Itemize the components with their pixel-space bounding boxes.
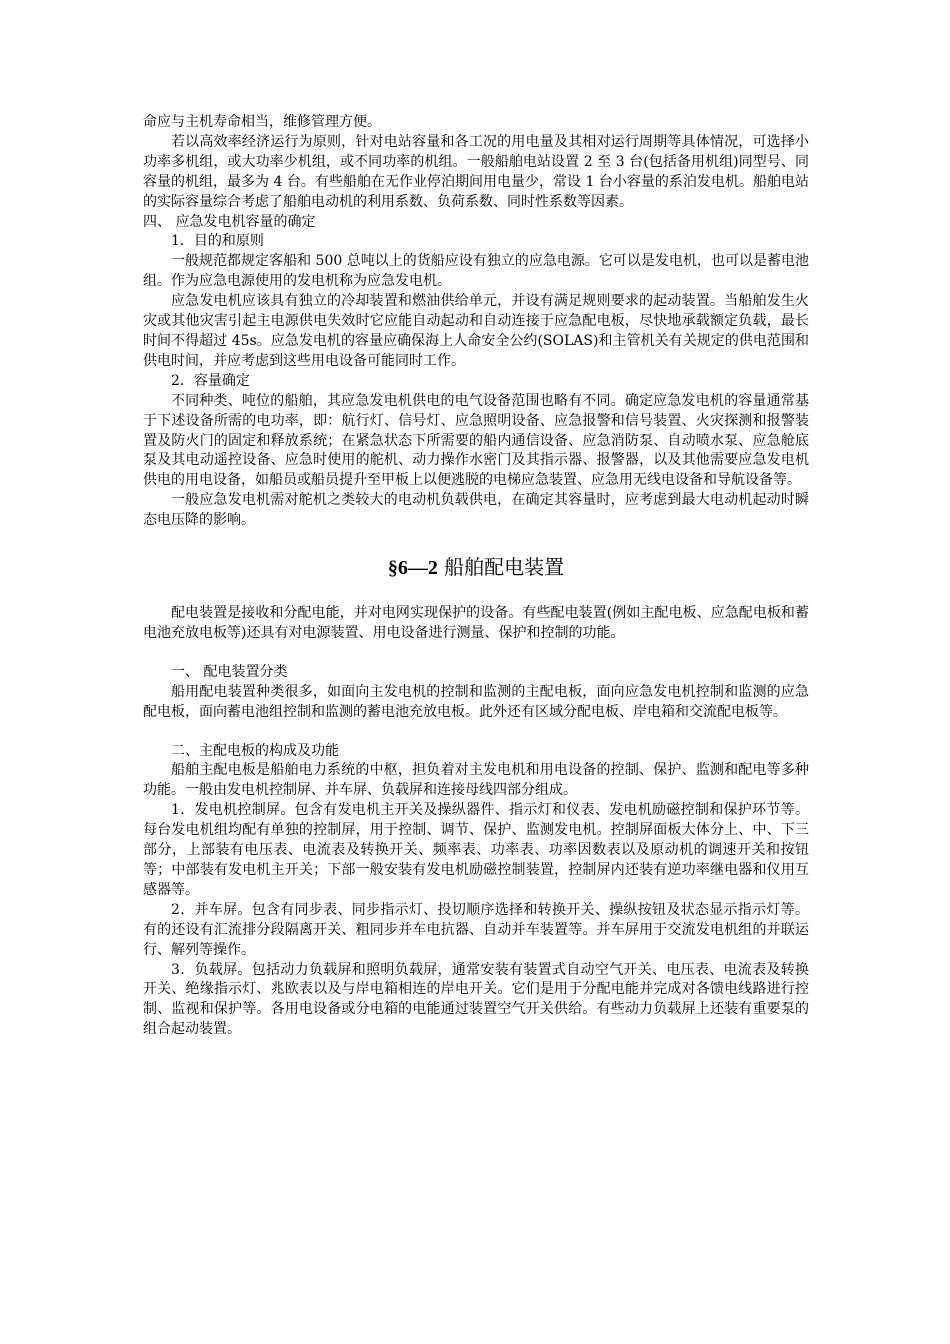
heading-classification: 一、 配电装置分类 xyxy=(171,663,288,680)
paragraph-regulations: 一般规范都规定客船和 500 总吨以上的货船应设有独立的应急电源。它可以是发电机，也可以是蓄电池组。作为应急电源使用的发电机称为应急发电机。 xyxy=(143,253,809,290)
paragraph-parallel-panel: 2．并车屏。包含有同步表、同步指示灯、投切顺序选择和转换开关、操纵按钮及状态显示指示灯等。有的还设有汇流排分段隔离开关、粗同步并车电抗器、自动并车装置等。并车屏用于交流发电机组的并联运行、解列等操作。 xyxy=(143,901,809,958)
spacer xyxy=(143,644,809,663)
heading-main-switchboard: 二、主配电板的构成及功能 xyxy=(171,742,339,759)
section-number: §6—2 xyxy=(387,557,438,580)
section-title-text: 船舶配电装置 xyxy=(444,555,565,580)
paragraph-station-config: 若以高效率经济运行为原则，针对电站容量和各工况的用电量及其相对运行周期等具体情况，可选择小功率多机组，或大功率少机组，或不同功率的机组。一般船舶电站设置 2 至 3 台(包括备用机组)同型号、同容量的机组，最多为 4 台。有些船舶在无作业停泊期间用电量少，常设 1 台小容量的系泊发电机。船舶电站的实际容量综合考虑了船舶电动机的利用系数、负荷系数、同时性系数等因素。 xyxy=(143,133,809,210)
section-title xyxy=(143,553,809,582)
document-page xyxy=(143,113,809,1040)
subheading-capacity: 2．容量确定 xyxy=(171,372,250,389)
paragraph-main-switchboard: 船舶主配电板是船舶电力系统的中枢，担负着对主发电机和用电设备的控制、保护、监测和配电等多种功能。一般由发电机控制屏、并车屏、负载屏和连接母线四部分组成。 xyxy=(143,762,809,799)
paragraph-voltage-drop: 一般应急发电机需对舵机之类较大的电动机负载供电，在确定其容量时，应考虑到最大电动机起动时瞬态电压降的影响。 xyxy=(143,492,809,529)
spacer xyxy=(143,723,809,742)
paragraph-emergency-requirements: 应急发电机应该具有独立的冷却装置和燃油供给单元，并设有满足规则要求的起动装置。当船舶发生火灾或其他灾害引起主电源供电失效时它应能自动起动和自动连接于应急配电板，尽快地承载额定负载，最长时间不得超过 45s。应急发电机的容量应确保海上人命安全公约(SOLAS)和主管机关有关规定的供电范围和供电时间，并应考虑到这些用电设备可能同时工作。 xyxy=(143,293,809,369)
paragraph-load-panel: 3．负载屏。包括动力负载屏和照明负载屏，通常安装有装置式自动空气开关、电压表、电流表及转换开关、绝缘指示灯、兆欧表以及与岸电箱相连的岸电开关。它们是用于分配电能并完成对各馈电线路进行控制、监视和保护等。各用电设备或分电箱的电能通过装置空气开关供给。有些动力负载屏上还装有重要泵的组合起动装置。 xyxy=(143,961,809,1038)
paragraph-generator-panel: 1．发电机控制屏。包含有发电机主开关及操纵器件、指示灯和仪表、发电机励磁控制和保护环节等。每台发电机组均配有单独的控制屏，用于控制、调节、保护、监测发电机。控制屏面板大体分上、中、下三部分，上部装有电压表、电流表及转换开关、频率表、功率表、功率因数表以及原动机的调速开关和按钮等；中部装有发电机主开关；下部一般安装有发电机励磁控制装置，控制屏内还装有逆功率继电器和仪用互感器等。 xyxy=(143,802,809,898)
paragraph-capacity-equipment: 不同种类、吨位的船舶，其应急发电机供电的电气设备范围也略有不同。确定应急发电机的容量通常基于下述设备所需的电功率，即：航行灯、信号灯、应急照明设备、应急报警和信号装置、火灾探测和报警装置及防火门的固定和释放系统；在紧急状态下所需要的船内通信设备、应急消防泵、自动喷水泵、应急舱底泵及其电动遥控设备、应急时使用的舵机、动力操作水密门及其指示器、报警器，以及其他需要应急发电机供电的用电设备，如船员或船员提升至甲板上以便逃脱的电梯应急装置、应急用无线电设备和导航设备等。 xyxy=(143,392,809,489)
subheading-purpose: 1．目的和原则 xyxy=(171,233,264,250)
paragraph-distribution-intro: 配电装置是接收和分配电能，并对电网实现保护的设备。有些配电装置(例如主配电板、应急配电板和蓄电池充放电板等)还具有对电源装置、用电设备进行测量、保护和控制的功能。 xyxy=(143,605,809,641)
heading-emergency-generator: 四、 应急发电机容量的确定 xyxy=(143,213,316,230)
paragraph-classification: 船用配电装置种类很多，如面向主发电机的控制和监测的主配电板，面向应急发电机控制和监测的应急配电板，面向蓄电池组控制和监测的蓄电池充放电板。此外还有区域分配电板、岸电箱和交流配电板等。 xyxy=(143,683,809,720)
paragraph-continuation: 命应与主机寿命相当，维修管理方便。 xyxy=(143,114,381,130)
